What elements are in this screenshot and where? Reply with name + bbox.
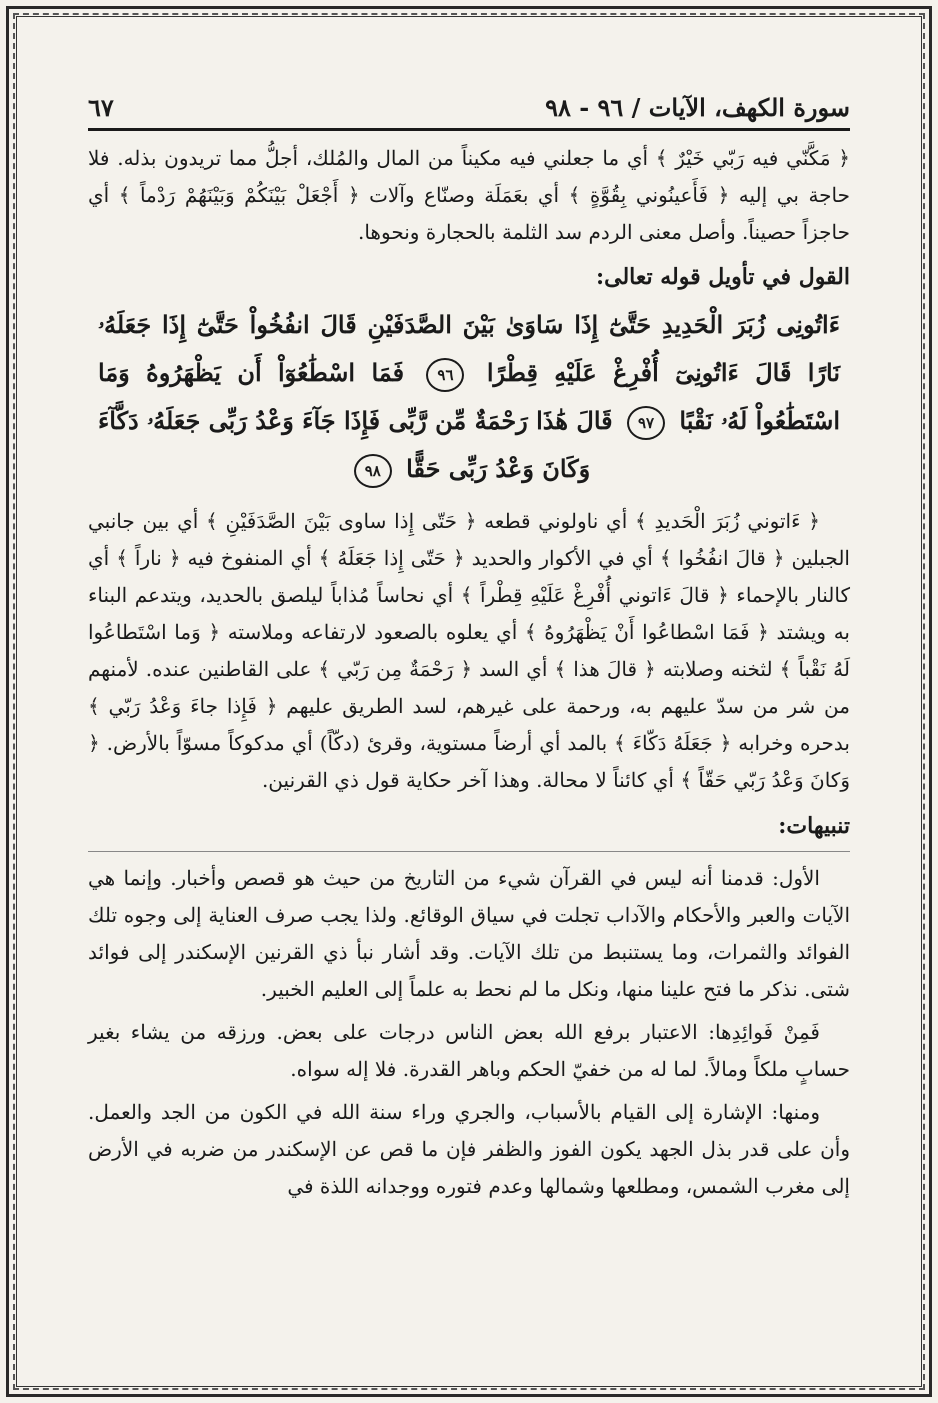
aya-number-98: ٩٨: [354, 454, 392, 488]
notes-title: تنبيهات:: [778, 813, 850, 839]
aya-number-97: ٩٧: [627, 406, 665, 440]
page-number: ٦٧: [88, 93, 114, 122]
verse-line-3: قَالَ هَٰذَا رَحْمَةٌ مِّن رَّبِّى فَإِذَا جَآءَ وَعْدُ رَبِّى جَعَلَهُۥ دَكَّآءَ وَكَانَ وَعْدُ رَبِّى حَقًّا: [98, 406, 613, 483]
page-content: [88, 140, 850, 1211]
commentary-paragraph: ﴿ ءَاتوني زُبَرَ الْحَديدِ ﴾ أي ناولوني قطعه ﴿ حَتّى إِذا ساوى بَيْنَ الصَّدَفَيْنِ ﴾ أي بين جانبي الجبلين ﴿ قالَ انفُخُوا ﴾ أي في الأكوار والحديد ﴿ حَتّى إِذا جَعَلَهُ ﴾ أي المنفوخ فيه ﴿ ناراً ﴾ أي كالنار بالإحماء ﴿ قالَ ءَاتوني أُفْرِغْ عَلَيْهِ قِطْراً ﴾ أي نحاساً مُذاباً ليلصق بالحديد، ويتدعم البناء به ويشتد ﴿ فَمَا اسْطاعُوا أَنْ يَظْهَرُوهُ ﴾ أي يعلوه بالصعود لارتفاعه وملاسته ﴿ وَما اسْتَطاعُوا لَهُ نَقْباً ﴾ لثخنه وصلابته ﴿ قالَ هذا ﴾ أي السد ﴿ رَحْمَةٌ مِن رَبّي ﴾ على القاطنين عنده. لأمنهم من شر من سدّ عليهم به، ورحمة على غيرهم، لسد الطريق عليهم ﴿ فَإِذا جاءَ وَعْدُ رَبّي ﴾ بدحره وخرابه ﴿ جَعَلَهُ دَكّاءَ ﴾ بالمد أي أرضاً مستوية، وقرئ (دكّاً) أي مدكوكاً مسوّاً بالأرض. ﴿ وَكانَ وَعْدُ رَبّي حَقّاً ﴾ أي كائناً لا محالة. وهذا آخر حكاية قول ذي القرنين.: [88, 509, 850, 792]
divider: [88, 851, 850, 852]
running-title: سورة الكهف، الآيات / ٩٦ - ٩٨: [545, 93, 850, 122]
note-paragraph-2: فَمِنْ فَوائِدِها: الاعتبار برفع الله بعض الناس درجات على بعض. ورزقه من يشاء بغير حسابٍ ملكاً ومالاً. لما له من خفيّ الحكم وباهر القدرة. فلا إله سواه.: [88, 1020, 850, 1081]
section-title: القول في تأويل قوله تعالى:: [596, 264, 850, 290]
verse-line-2b: فَمَا اسْطَٰعُوٓاْ أَن يَظْهَرُوهُ وَمَا اسْتَطَٰعُواْ لَهُۥ نَقْبًا: [98, 358, 841, 435]
page-header: [88, 82, 850, 131]
verse-line-2: ءَاتُونِىٓ أُفْرِغْ عَلَيْهِ قِطْرًا: [486, 358, 739, 387]
note-paragraph-1: الأول: قدمنا أنه ليس في القرآن شيء من التاريخ من حيث هو قصص وأخبار. وإنما هي الآيات والعبر والأحكام والآداب تجلت في سياق الوقائع. ولذا يجب صرف العناية إلى وجوه تلك الفوائد والثمرات، وما يستنبط من تلك الآيات. وقد أشار نبأ ذي القرنين الإسكندر إلى فوائد شتى. نذكر ما فتح علينا منها، ونكل ما لم نحط به علماً إلى العليم الخبير.: [88, 866, 850, 1001]
note-paragraph-3: ومنها: الإشارة إلى القيام بالأسباب، والجري وراء سنة الله في الكون من الجد والعمل. وأن على قدر بذل الجهد يكون الفوز والظفر فإن ما قص عن الإسكندر من ضربه في الأرض إلى مغرب الشمس، ومطلعها وشمالها وعدم فتوره ووجدانه اللذة في: [88, 1100, 850, 1198]
verse-line-1: ءَاتُونِى زُبَرَ الْحَدِيدِ حَتَّىٰٓ إِذَا سَاوَىٰ بَيْنَ الصَّدَفَيْنِ قَالَ انفُخُواْ حَتَّىٰٓ إِذَا جَعَلَهُۥ نَارًا قَالَ: [98, 310, 841, 387]
aya-number-96: ٩٦: [426, 358, 464, 392]
quran-verses: [98, 301, 840, 493]
intro-paragraph: ﴿ مَكَّنّي فيه رَبّي خَيْرٌ ﴾ أي ما جعلني فيه مكيناً من المال والمُلك، أجلُّ مما تريدون بذله. فلا حاجة بي إليه ﴿ فَأَعينُوني بِقُوَّةٍ ﴾ أي بعَمَلَة وصنّاع وآلات ﴿ أَجْعَلْ بَيْنَكُمْ وَبَيْنَهُمْ رَدْماً ﴾ أي حاجزاً حصيناً. وأصل معنى الردم سد الثلمة بالحجارة ونحوها.: [88, 146, 850, 244]
